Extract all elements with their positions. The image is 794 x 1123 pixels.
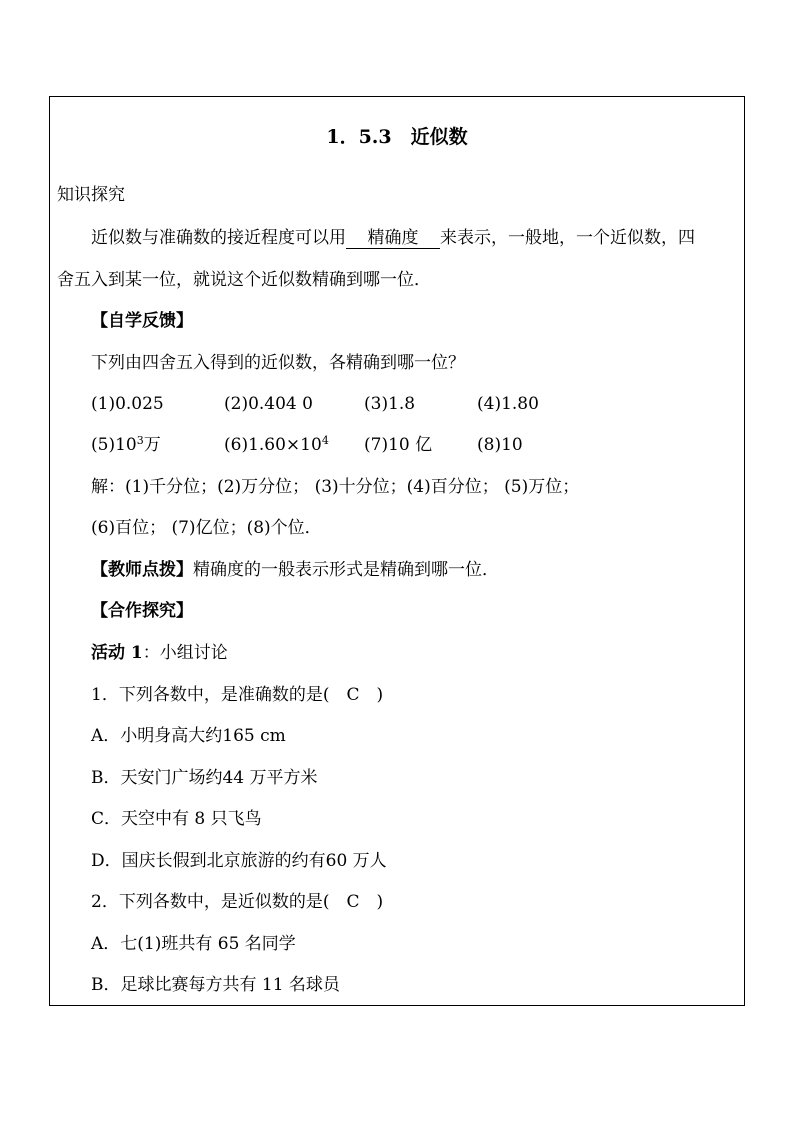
question-2-option: B．足球比赛每方共有 11 名球员 [91, 975, 340, 995]
question-1-option: D．国庆长假到北京旅游的约有60 万人 [91, 851, 387, 871]
question-1-stem: 1．下列各数中，是准确数的是( C ) [91, 685, 384, 705]
fill-blank-answer: 精确度 [346, 229, 440, 249]
intro-paragraph-line2: 舍五入到某一位，就说这个近似数精确到哪一位． [57, 270, 431, 290]
number-item: (7)10 亿 [364, 435, 433, 455]
number-item: (3)1.8 [364, 394, 416, 414]
answer-line1: 解：(1)千分位；(2)万分位； (3)十分位；(4)百分位； (5)万位； [91, 477, 580, 497]
number-item: (1)0.025 [91, 394, 164, 414]
page-title: 1．5.3 近似数 [326, 126, 468, 148]
activity-label: 活动 1 [91, 643, 143, 663]
question-2-stem: 2．下列各数中，是近似数的是( C ) [91, 892, 384, 912]
feedback-heading: 【自学反馈】 [91, 311, 193, 331]
section-heading: 知识探究 [57, 185, 125, 205]
activity-heading [91, 642, 228, 664]
number-item: (4)1.80 [477, 394, 539, 414]
intro-text-before: 近似数与准确数的接近程度可以用 [91, 228, 346, 248]
feedback-question: 下列由四舍五入得到的近似数，各精确到哪一位？ [91, 353, 465, 373]
number-item: $(6)1.60\times 10^4$ [224, 434, 329, 455]
intro-paragraph-line1 [91, 227, 695, 249]
number-item: $(5)10^3$万 [91, 434, 161, 455]
number-item: (8)10 [477, 435, 523, 455]
question-1-option: A．小明身高大约165 cm [91, 726, 286, 746]
answer-line2: (6)百位； (7)亿位；(8)个位． [91, 518, 322, 538]
question-2-option: A．七(1)班共有 65 名同学 [91, 934, 296, 954]
coop-heading: 【合作探究】 [91, 601, 193, 621]
teacher-tip [91, 559, 499, 581]
teacher-tip-text: 精确度的一般表示形式是精确到哪一位． [193, 560, 499, 580]
question-1-option: B．天安门广场约44 万平方米 [91, 768, 318, 788]
teacher-tip-label: 【教师点拨】 [91, 560, 193, 580]
intro-text-after: 来表示，一般地，一个近似数，四 [440, 228, 695, 248]
question-1-option: C．天空中有 8 只飞鸟 [91, 809, 262, 829]
number-item: (2)0.404 0 [224, 394, 313, 414]
activity-text: ：小组讨论 [142, 643, 228, 663]
